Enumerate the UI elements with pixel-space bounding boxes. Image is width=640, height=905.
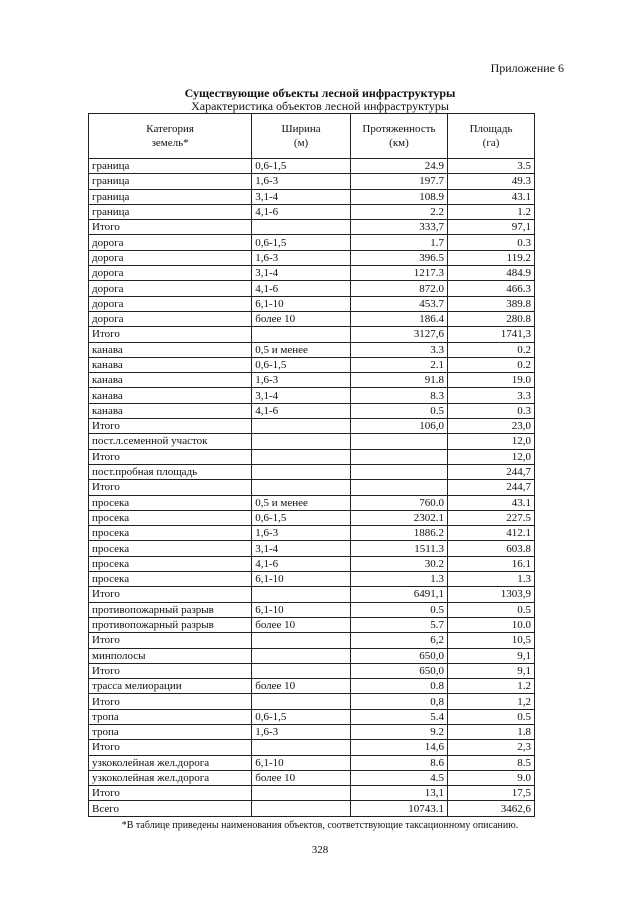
- header-width-line2: (м): [293, 137, 309, 149]
- footnote: *В таблице приведены наименования объектов, соответствующие таксационному описанию.: [121, 820, 519, 831]
- cell-area: 97,1: [448, 220, 535, 235]
- cell-category: Итого: [89, 740, 252, 755]
- cell-width: 0,6-1,5: [252, 357, 351, 372]
- cell-area: 603.8: [448, 541, 535, 556]
- cell-width: более 10: [252, 311, 351, 326]
- cell-category: Всего: [89, 801, 252, 816]
- cell-category: Итого: [89, 633, 252, 648]
- cell-length: 0.5: [350, 602, 447, 617]
- header-area: [448, 114, 535, 159]
- cell-category: тропа: [89, 709, 252, 724]
- cell-width: [252, 327, 351, 342]
- cell-category: просека: [89, 495, 252, 510]
- cell-width: 4,1-6: [252, 281, 351, 296]
- cell-width: [252, 587, 351, 602]
- cell-length: 6,2: [350, 633, 447, 648]
- cell-category: граница: [89, 189, 252, 204]
- cell-area: 16.1: [448, 556, 535, 571]
- table-row: [89, 480, 535, 495]
- cell-area: 43.1: [448, 189, 535, 204]
- cell-area: 0.2: [448, 342, 535, 357]
- table-row: [89, 617, 535, 632]
- table-body: [89, 159, 535, 817]
- cell-area: 0.3: [448, 403, 535, 418]
- cell-category: минполосы: [89, 648, 252, 663]
- cell-length: [350, 449, 447, 464]
- table-row: [89, 250, 535, 265]
- cell-length: 1511.3: [350, 541, 447, 556]
- cell-width: [252, 434, 351, 449]
- cell-area: 1.2: [448, 679, 535, 694]
- cell-category: узкоколейная жел.дорога: [89, 755, 252, 770]
- cell-length: 4.5: [350, 770, 447, 785]
- cell-category: дорога: [89, 281, 252, 296]
- table-row: [89, 495, 535, 510]
- cell-category: канава: [89, 357, 252, 372]
- table-row: [89, 801, 535, 816]
- table-row: [89, 296, 535, 311]
- cell-width: 3,1-4: [252, 388, 351, 403]
- table-row: [89, 572, 535, 587]
- cell-category: пост.л.семенной участок: [89, 434, 252, 449]
- cell-area: 3.5: [448, 159, 535, 174]
- cell-category: Итого: [89, 663, 252, 678]
- table-row: [89, 419, 535, 434]
- cell-category: дорога: [89, 250, 252, 265]
- cell-category: Итого: [89, 419, 252, 434]
- cell-width: [252, 633, 351, 648]
- table-row: [89, 434, 535, 449]
- cell-area: 49.3: [448, 174, 535, 189]
- cell-category: просека: [89, 541, 252, 556]
- cell-length: 106,0: [350, 419, 447, 434]
- cell-area: 389.8: [448, 296, 535, 311]
- table-row: [89, 709, 535, 724]
- cell-length: 2302.1: [350, 510, 447, 525]
- cell-width: 6,1-10: [252, 296, 351, 311]
- cell-width: 3,1-4: [252, 266, 351, 281]
- cell-length: 5.4: [350, 709, 447, 724]
- cell-width: 0,5 и менее: [252, 342, 351, 357]
- cell-width: 6,1-10: [252, 602, 351, 617]
- cell-width: [252, 449, 351, 464]
- cell-category: Итого: [89, 449, 252, 464]
- cell-area: 0.3: [448, 235, 535, 250]
- cell-category: дорога: [89, 266, 252, 281]
- cell-area: 17,5: [448, 786, 535, 801]
- cell-area: 1,2: [448, 694, 535, 709]
- cell-area: 227.5: [448, 510, 535, 525]
- table-row: [89, 388, 535, 403]
- cell-length: 108.9: [350, 189, 447, 204]
- table-row: [89, 694, 535, 709]
- table-row: [89, 281, 535, 296]
- header-width: [252, 114, 351, 159]
- infrastructure-table: [88, 113, 535, 817]
- cell-width: 4,1-6: [252, 556, 351, 571]
- cell-length: 396.5: [350, 250, 447, 265]
- cell-length: 8.3: [350, 388, 447, 403]
- cell-length: 91.8: [350, 373, 447, 388]
- cell-category: просека: [89, 572, 252, 587]
- table-row: [89, 648, 535, 663]
- cell-area: 8.5: [448, 755, 535, 770]
- header-land-category-line1: Категория: [146, 123, 194, 135]
- cell-length: 10743.1: [350, 801, 447, 816]
- cell-width: [252, 220, 351, 235]
- cell-length: 2.2: [350, 204, 447, 219]
- cell-length: 3127,6: [350, 327, 447, 342]
- table-row: [89, 311, 535, 326]
- cell-category: дорога: [89, 296, 252, 311]
- cell-length: 453.7: [350, 296, 447, 311]
- table-row: [89, 786, 535, 801]
- table-row: [89, 679, 535, 694]
- cell-length: 2.1: [350, 357, 447, 372]
- cell-category: дорога: [89, 311, 252, 326]
- cell-length: 1217.3: [350, 266, 447, 281]
- cell-length: 8.6: [350, 755, 447, 770]
- cell-length: 186.4: [350, 311, 447, 326]
- cell-category: граница: [89, 204, 252, 219]
- cell-category: канава: [89, 342, 252, 357]
- cell-category: Итого: [89, 694, 252, 709]
- cell-area: 43.1: [448, 495, 535, 510]
- cell-category: дорога: [89, 235, 252, 250]
- cell-category: Итого: [89, 220, 252, 235]
- table-row: [89, 204, 535, 219]
- cell-width: 6,1-10: [252, 572, 351, 587]
- cell-area: 1.2: [448, 204, 535, 219]
- cell-category: трасса мелиорации: [89, 679, 252, 694]
- table-row: [89, 770, 535, 785]
- header-length: [350, 114, 447, 159]
- table-row: [89, 327, 535, 342]
- cell-width: 4,1-6: [252, 204, 351, 219]
- cell-area: 10.0: [448, 617, 535, 632]
- cell-area: 12,0: [448, 434, 535, 449]
- appendix-label: Приложение 6: [490, 61, 564, 75]
- cell-category: противопожарный разрыв: [89, 617, 252, 632]
- cell-area: 3462,6: [448, 801, 535, 816]
- cell-category: Итого: [89, 480, 252, 495]
- cell-area: 1.8: [448, 724, 535, 739]
- cell-length: 650,0: [350, 663, 447, 678]
- cell-width: [252, 694, 351, 709]
- cell-width: 0,6-1,5: [252, 510, 351, 525]
- table-row: [89, 189, 535, 204]
- header-area-line2: (га): [482, 137, 500, 149]
- cell-area: 244,7: [448, 480, 535, 495]
- cell-area: 2,3: [448, 740, 535, 755]
- table-row: [89, 357, 535, 372]
- table-header: [89, 114, 535, 159]
- table-row: [89, 740, 535, 755]
- table-row: [89, 663, 535, 678]
- cell-length: 1886.2: [350, 526, 447, 541]
- cell-category: Итого: [89, 327, 252, 342]
- cell-width: [252, 801, 351, 816]
- cell-area: 412.1: [448, 526, 535, 541]
- table-row: [89, 602, 535, 617]
- table-row: [89, 449, 535, 464]
- cell-width: 3,1-4: [252, 541, 351, 556]
- cell-length: 0.8: [350, 679, 447, 694]
- header-area-line1: Площадь: [469, 123, 513, 135]
- header-length-line1: Протяженность: [362, 123, 436, 135]
- cell-area: 119.2: [448, 250, 535, 265]
- table-row: [89, 235, 535, 250]
- cell-area: 1303,9: [448, 587, 535, 602]
- cell-width: 1,6-3: [252, 373, 351, 388]
- cell-width: 3,1-4: [252, 189, 351, 204]
- table-row: [89, 373, 535, 388]
- cell-width: 1,6-3: [252, 724, 351, 739]
- cell-width: 1,6-3: [252, 250, 351, 265]
- table-row: [89, 724, 535, 739]
- header-land-category-line2: земель*: [151, 137, 189, 149]
- cell-width: [252, 740, 351, 755]
- cell-length: 1.3: [350, 572, 447, 587]
- cell-area: 19.0: [448, 373, 535, 388]
- cell-width: 0,6-1,5: [252, 235, 351, 250]
- cell-length: [350, 464, 447, 479]
- cell-width: [252, 663, 351, 678]
- table-row: [89, 526, 535, 541]
- cell-area: 0.5: [448, 602, 535, 617]
- table-row: [89, 541, 535, 556]
- cell-length: 333,7: [350, 220, 447, 235]
- table-row: [89, 220, 535, 235]
- cell-width: более 10: [252, 617, 351, 632]
- cell-area: 9,1: [448, 648, 535, 663]
- table-row: [89, 403, 535, 418]
- cell-area: 484.9: [448, 266, 535, 281]
- cell-length: [350, 434, 447, 449]
- cell-length: 1.7: [350, 235, 447, 250]
- cell-length: 14,6: [350, 740, 447, 755]
- cell-area: 0.5: [448, 709, 535, 724]
- cell-category: просека: [89, 510, 252, 525]
- cell-area: 10,5: [448, 633, 535, 648]
- cell-width: 0,5 и менее: [252, 495, 351, 510]
- cell-area: 466.3: [448, 281, 535, 296]
- cell-area: 1.3: [448, 572, 535, 587]
- cell-category: узкоколейная жел.дорога: [89, 770, 252, 785]
- cell-width: [252, 419, 351, 434]
- cell-width: более 10: [252, 770, 351, 785]
- cell-area: 23,0: [448, 419, 535, 434]
- cell-area: 280.8: [448, 311, 535, 326]
- cell-area: 9,1: [448, 663, 535, 678]
- cell-length: 24.9: [350, 159, 447, 174]
- cell-width: [252, 480, 351, 495]
- cell-width: 1,6-3: [252, 174, 351, 189]
- cell-length: 650,0: [350, 648, 447, 663]
- cell-area: 244,7: [448, 464, 535, 479]
- table-row: [89, 342, 535, 357]
- table-header-row: [89, 114, 535, 159]
- cell-category: просека: [89, 526, 252, 541]
- cell-category: канава: [89, 373, 252, 388]
- table-row: [89, 174, 535, 189]
- cell-width: 0,6-1,5: [252, 709, 351, 724]
- header-land-category: [89, 114, 252, 159]
- table-row: [89, 510, 535, 525]
- table-row: [89, 755, 535, 770]
- cell-width: [252, 786, 351, 801]
- cell-length: 13,1: [350, 786, 447, 801]
- cell-length: 9.2: [350, 724, 447, 739]
- cell-length: 0.5: [350, 403, 447, 418]
- table-row: [89, 633, 535, 648]
- page-number: 328: [311, 844, 329, 856]
- cell-category: противопожарный разрыв: [89, 602, 252, 617]
- cell-length: [350, 480, 447, 495]
- cell-length: 30.2: [350, 556, 447, 571]
- cell-width: 0,6-1,5: [252, 159, 351, 174]
- cell-area: 12,0: [448, 449, 535, 464]
- cell-width: [252, 464, 351, 479]
- cell-width: 4,1-6: [252, 403, 351, 418]
- cell-length: 760.0: [350, 495, 447, 510]
- cell-category: канава: [89, 403, 252, 418]
- cell-width: [252, 648, 351, 663]
- header-width-line1: Ширина: [281, 123, 321, 135]
- cell-width: более 10: [252, 679, 351, 694]
- cell-length: 5.7: [350, 617, 447, 632]
- cell-area: 3.3: [448, 388, 535, 403]
- cell-category: Итого: [89, 786, 252, 801]
- table-row: [89, 556, 535, 571]
- cell-length: 197.7: [350, 174, 447, 189]
- header-length-line2: (км): [389, 137, 409, 149]
- cell-area: 0.2: [448, 357, 535, 372]
- cell-category: канава: [89, 388, 252, 403]
- cell-area: 9.0: [448, 770, 535, 785]
- cell-category: Итого: [89, 587, 252, 602]
- cell-category: пост.пробная площадь: [89, 464, 252, 479]
- cell-category: граница: [89, 174, 252, 189]
- table-row: [89, 266, 535, 281]
- cell-category: просека: [89, 556, 252, 571]
- cell-area: 1741,3: [448, 327, 535, 342]
- cell-category: тропа: [89, 724, 252, 739]
- table-caption: Характеристика объектов лесной инфраструктуры: [191, 99, 449, 113]
- cell-category: граница: [89, 159, 252, 174]
- page-title: Существующие объекты лесной инфраструктуры: [184, 86, 456, 100]
- cell-length: 0,8: [350, 694, 447, 709]
- cell-width: 6,1-10: [252, 755, 351, 770]
- table-row: [89, 159, 535, 174]
- cell-width: 1,6-3: [252, 526, 351, 541]
- table-row: [89, 464, 535, 479]
- cell-length: 6491,1: [350, 587, 447, 602]
- cell-length: 3.3: [350, 342, 447, 357]
- cell-length: 872.0: [350, 281, 447, 296]
- table-row: [89, 587, 535, 602]
